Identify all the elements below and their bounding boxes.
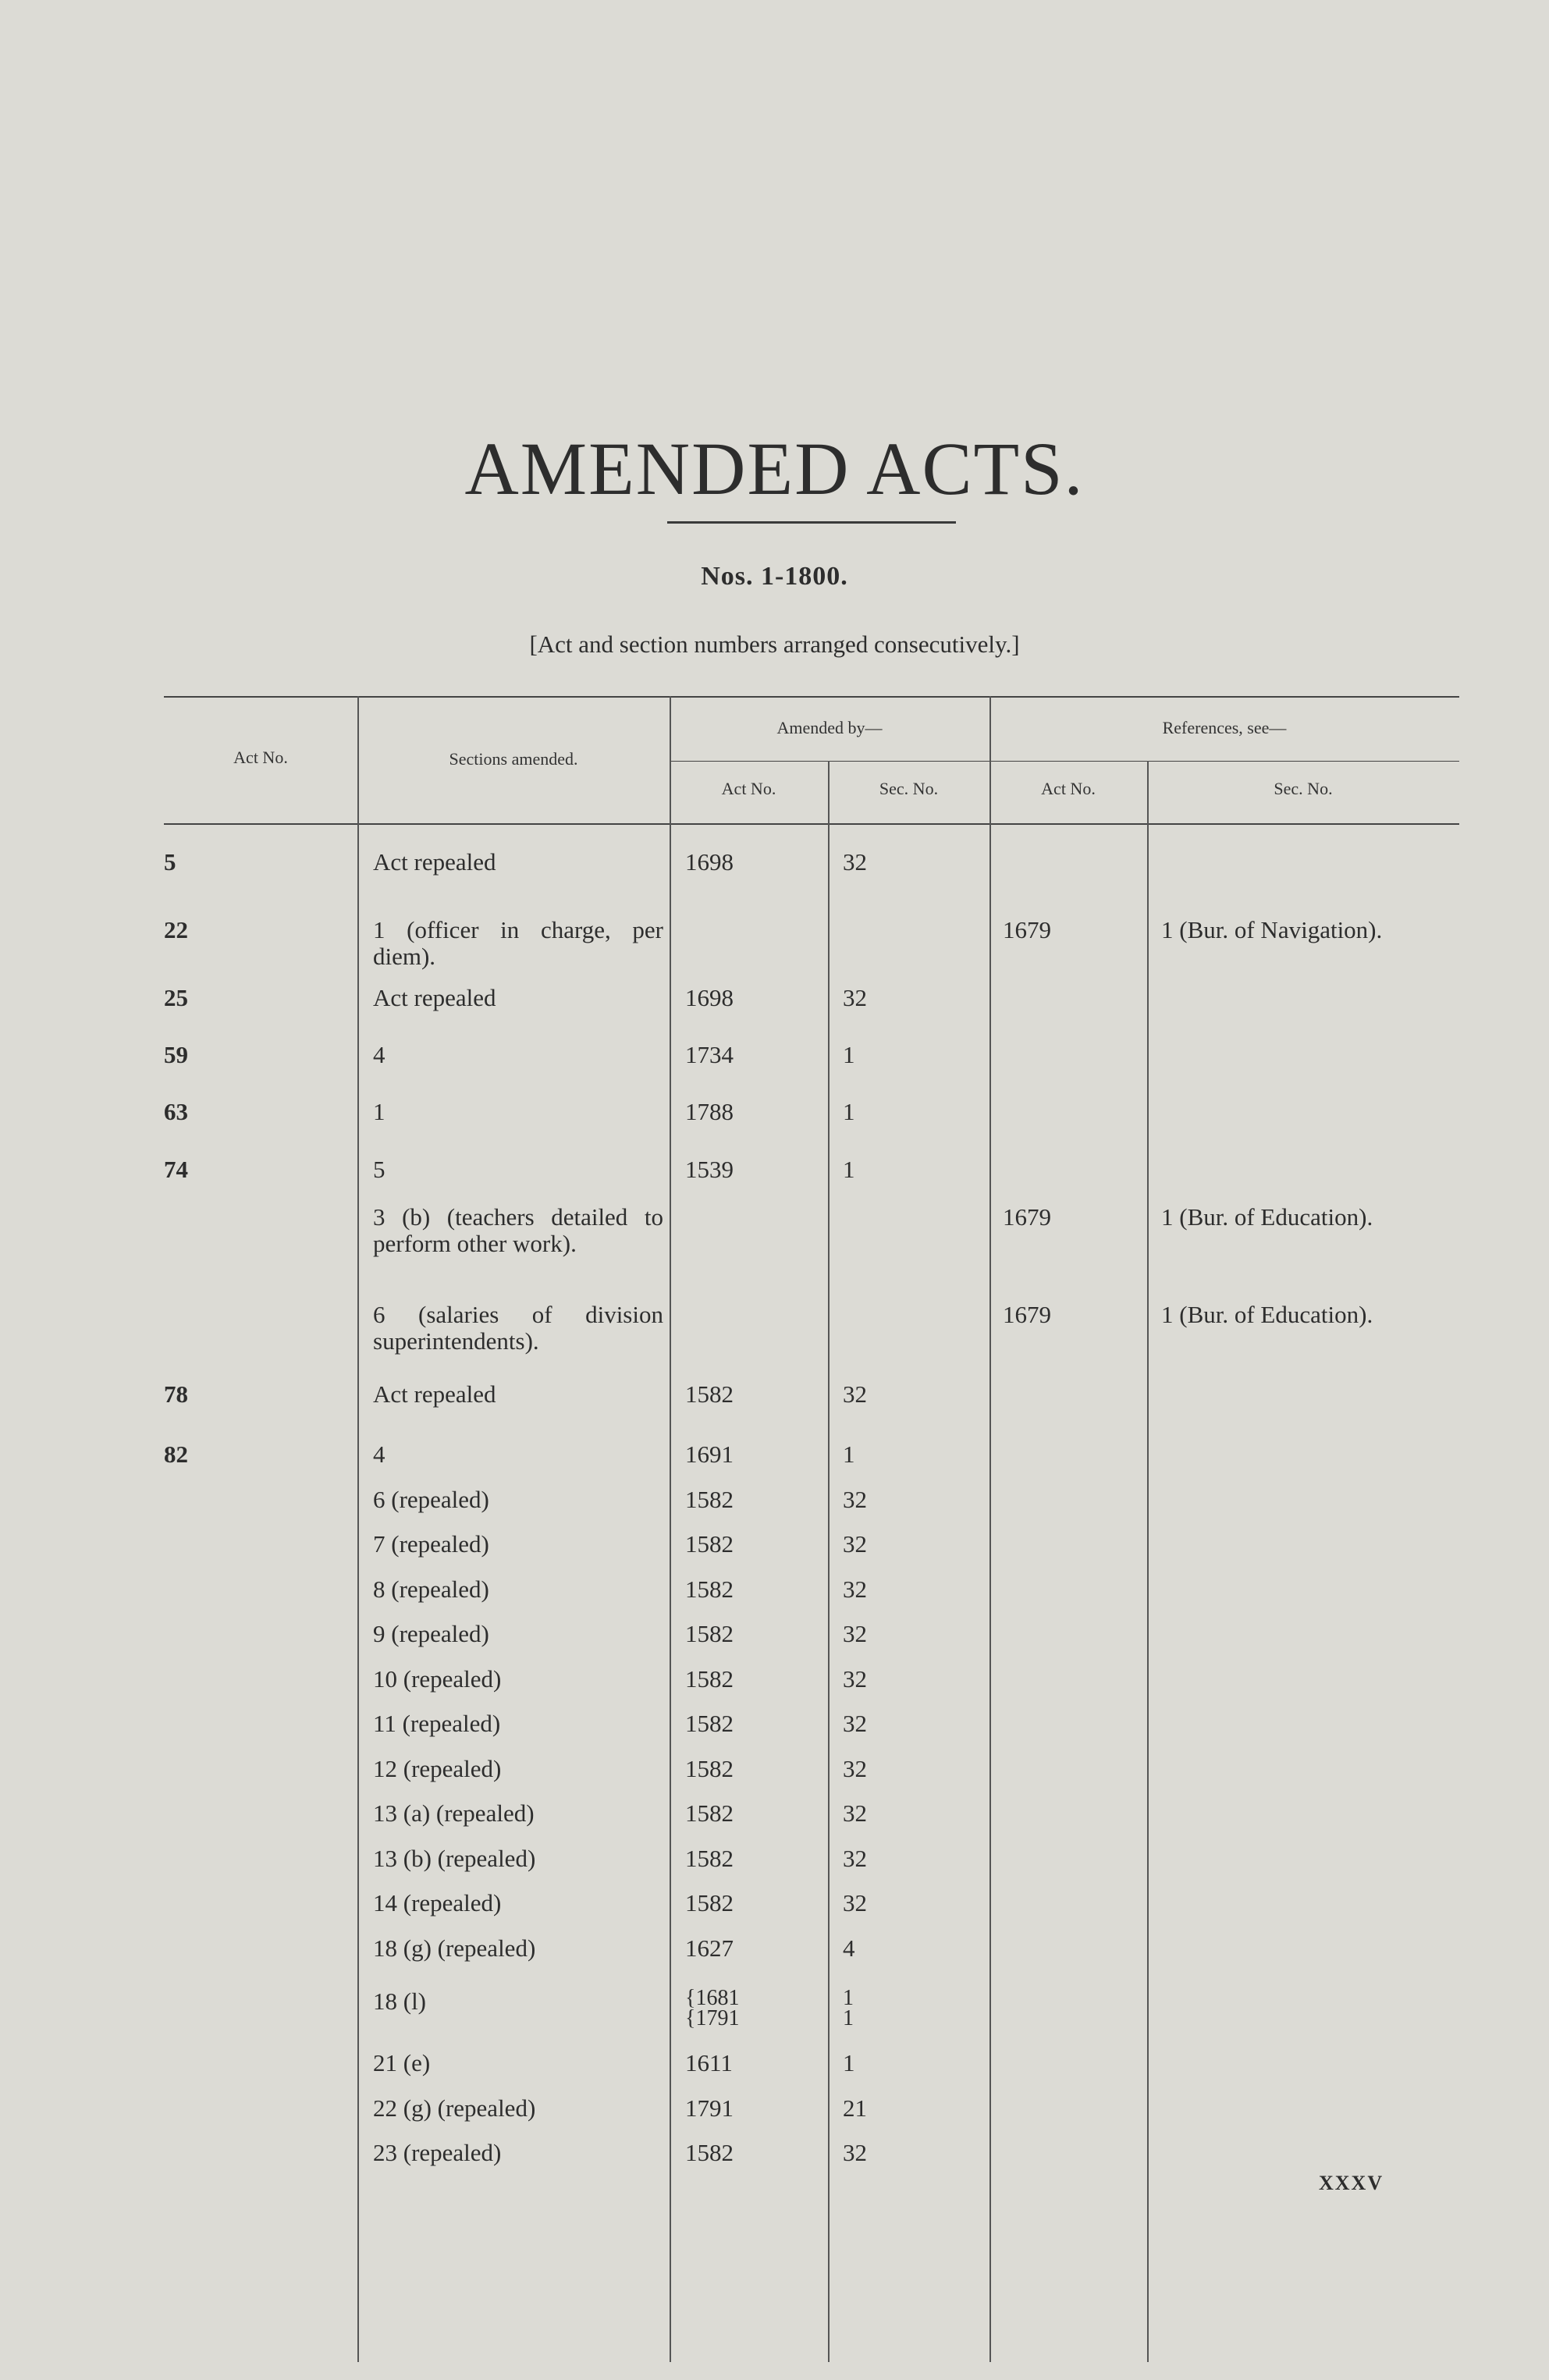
cell-section: 3 (b) (teachers detailed to perform other work). (373, 1203, 663, 1257)
cell-section: 22 (g) (repealed) (373, 2094, 536, 2122)
header-amended-sec-no: Sec. No. (879, 779, 939, 798)
cell-by-sec: 32 (843, 848, 867, 876)
cell-ref-sec: 1 (Bur. of Education). (1161, 1203, 1373, 1231)
cell-by-sec: 1 (843, 1041, 855, 1068)
cell-by-sec: 32 (843, 1845, 867, 1872)
cell-by-act: 1611 (685, 2049, 733, 2076)
cell-section: 4 (373, 1041, 385, 1068)
cell-section: 6 (salaries of division superintendents). (373, 1301, 663, 1355)
cell-act: 5 (164, 848, 176, 876)
cell-ref-sec: 1 (Bur. of Education). (1161, 1301, 1373, 1328)
cell-section: 13 (a) (repealed) (373, 1799, 535, 1827)
cell-by-act: 1582 (685, 1665, 734, 1693)
column-divider-3 (828, 761, 830, 2362)
table-note: [Act and section numbers arranged consecutively.] (529, 631, 1020, 658)
cell-by-act: 1582 (685, 1755, 734, 1782)
cell-by-sec: 32 (843, 2139, 867, 2166)
cell-by-act: 1698 (685, 984, 734, 1011)
cell-section: 9 (repealed) (373, 1620, 489, 1647)
cell-by-act: 1582 (685, 1845, 734, 1872)
cell-section: 14 (repealed) (373, 1889, 502, 1916)
cell-by-act: 1788 (685, 1098, 734, 1125)
cell-by-act: {1681 {1791 (685, 1986, 740, 2030)
cell-by-sec: 1 (843, 1440, 855, 1468)
cell-act: 63 (164, 1098, 188, 1125)
cell-section: 5 (373, 1156, 385, 1183)
column-divider-2 (670, 696, 671, 2362)
page-title: AMENDED ACTS. (464, 427, 1085, 510)
title-rule (667, 521, 956, 524)
cell-act: 74 (164, 1156, 188, 1183)
cell-by-act: 1582 (685, 1799, 734, 1827)
cell-by-sec: 32 (843, 1486, 867, 1513)
cell-by-act: 1698 (685, 848, 734, 876)
cell-by-act: 1582 (685, 1620, 734, 1647)
cell-by-sec: 32 (843, 1755, 867, 1782)
cell-by-act: 1539 (685, 1156, 734, 1183)
cell-by-act: 1582 (685, 1575, 734, 1603)
cell-act: 22 (164, 916, 188, 943)
cell-by-act: 1734 (685, 1041, 734, 1068)
header-act-no: Act No. (233, 748, 288, 767)
cell-section: 12 (repealed) (373, 1755, 502, 1782)
cell-by-sec: 32 (843, 1530, 867, 1558)
header-references: References, see— (1162, 718, 1287, 737)
cell-by-act: 1582 (685, 1486, 734, 1513)
cell-section: 11 (repealed) (373, 1710, 501, 1737)
subtitle: Nos. 1-1800. (701, 562, 848, 591)
cell-ref-act: 1679 (1003, 1301, 1051, 1328)
cell-section: 18 (l) (373, 1987, 427, 2015)
header-ref-sec-no: Sec. No. (1274, 779, 1333, 798)
page-number: XXXV (1319, 2172, 1384, 2194)
cell-by-act: 1582 (685, 1889, 734, 1916)
cell-section: 21 (e) (373, 2049, 431, 2076)
cell-section: 1 (officer in charge, per diem). (373, 916, 663, 970)
cell-by-sec: 32 (843, 1620, 867, 1647)
cell-act: 82 (164, 1440, 188, 1468)
cell-section: Act repealed (373, 984, 496, 1011)
header-amended-by: Amended by— (776, 718, 883, 737)
column-divider-5 (1147, 761, 1149, 2362)
cell-by-act: 1627 (685, 1934, 734, 1962)
header-sub-rule-left (671, 761, 1459, 762)
cell-section: Act repealed (373, 1380, 496, 1408)
cell-by-sec: 32 (843, 1665, 867, 1693)
cell-by-sec: 1 (843, 2049, 855, 2076)
cell-by-sec: 32 (843, 1799, 867, 1827)
cell-act: 25 (164, 984, 188, 1011)
cell-by-sec: 1 1 (843, 1986, 854, 2030)
cell-ref-sec: 1 (Bur. of Navigation). (1161, 916, 1383, 943)
cell-section: 10 (repealed) (373, 1665, 502, 1693)
cell-section: 23 (repealed) (373, 2139, 502, 2166)
cell-section: 4 (373, 1440, 385, 1468)
amended-acts-table (164, 694, 1459, 2380)
cell-act: 78 (164, 1380, 188, 1408)
cell-by-act: 1582 (685, 1380, 734, 1408)
cell-by-act: 1582 (685, 1530, 734, 1558)
cell-by-act: 1582 (685, 1710, 734, 1737)
cell-by-act: 1582 (685, 2139, 734, 2166)
cell-by-sec: 1 (843, 1098, 855, 1125)
cell-section: 18 (g) (repealed) (373, 1934, 536, 1962)
cell-ref-act: 1679 (1003, 916, 1051, 943)
cell-by-sec: 32 (843, 1889, 867, 1916)
cell-section: Act repealed (373, 848, 496, 876)
cell-by-sec: 32 (843, 984, 867, 1011)
cell-section: 13 (b) (repealed) (373, 1845, 536, 1872)
cell-by-sec: 4 (843, 1934, 855, 1962)
cell-by-sec: 21 (843, 2094, 867, 2122)
cell-section: 1 (373, 1098, 385, 1125)
column-divider-1 (357, 696, 359, 2362)
header-ref-act-no: Act No. (1041, 779, 1096, 798)
cell-section: 6 (repealed) (373, 1486, 489, 1513)
header-sections-amended: Sections amended. (449, 749, 578, 769)
cell-by-sec: 32 (843, 1380, 867, 1408)
cell-by-sec: 32 (843, 1710, 867, 1737)
cell-act: 59 (164, 1041, 188, 1068)
cell-ref-act: 1679 (1003, 1203, 1051, 1231)
cell-by-sec: 1 (843, 1156, 855, 1183)
cell-by-sec: 32 (843, 1575, 867, 1603)
cell-section: 7 (repealed) (373, 1530, 489, 1558)
cell-by-act: 1791 (685, 2094, 734, 2122)
cell-by-act: 1691 (685, 1440, 734, 1468)
header-amended-act-no: Act No. (721, 779, 776, 798)
column-divider-4 (989, 696, 991, 2362)
cell-section: 8 (repealed) (373, 1575, 489, 1603)
